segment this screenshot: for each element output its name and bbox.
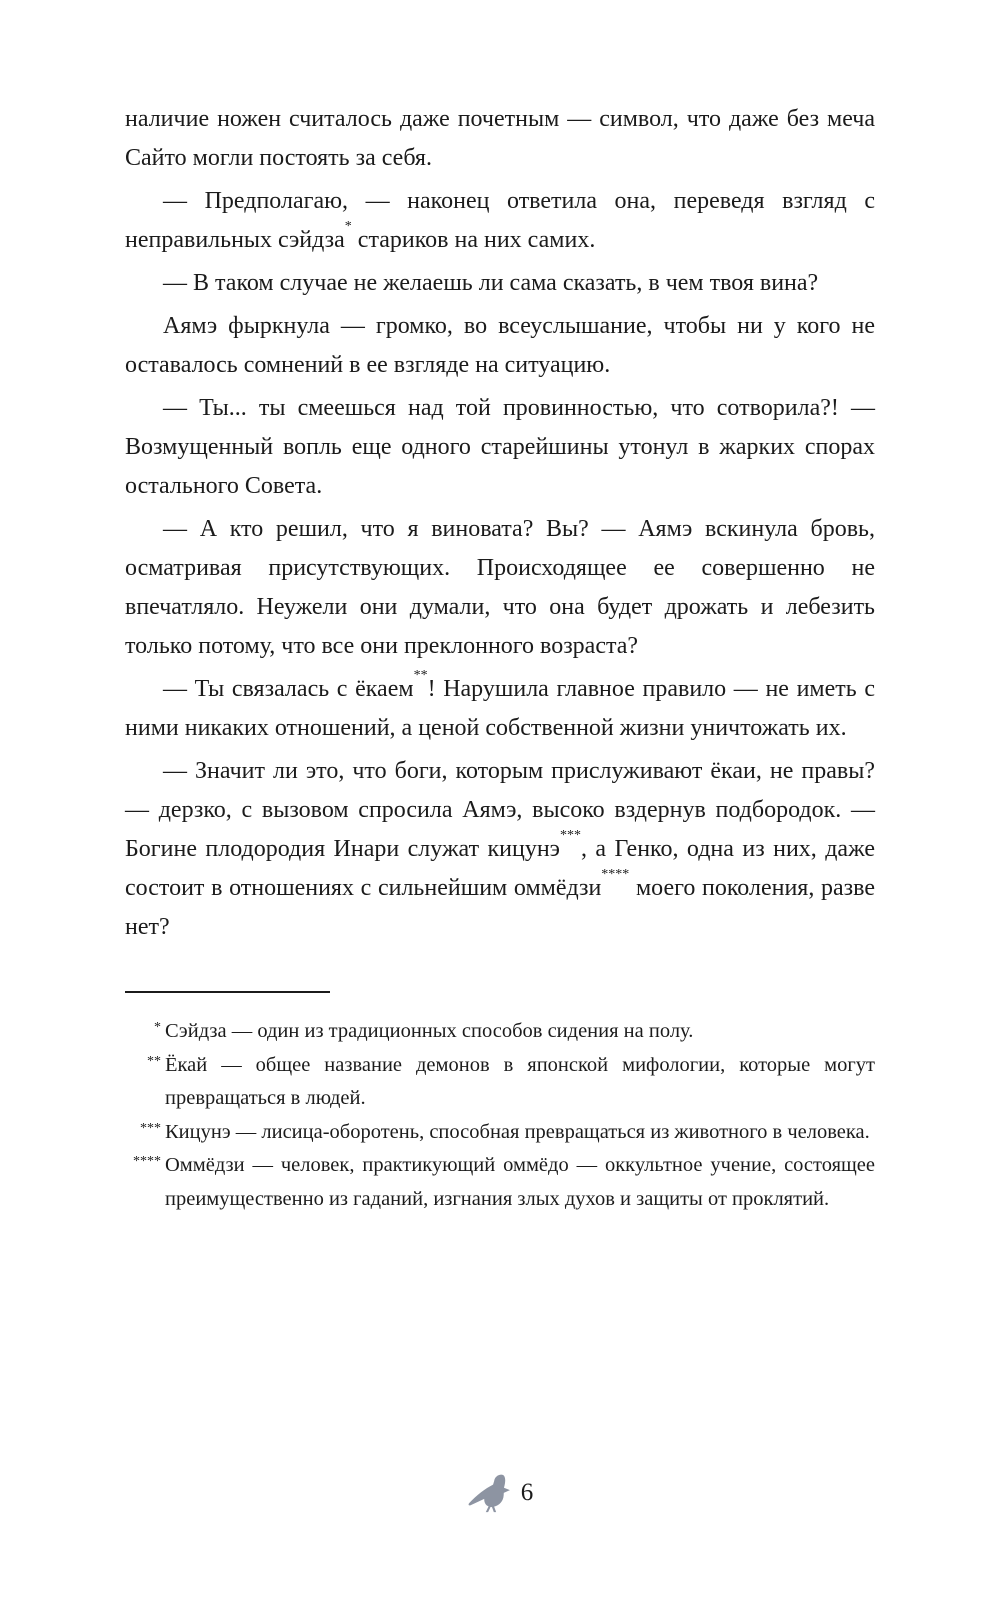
footnotes [125, 1015, 875, 1216]
page-number: 6 [520, 1479, 534, 1506]
footnote-reference: **** [601, 867, 630, 882]
paragraph: Аямэ фыркнула — громко, во всеуслышание, чтобы ни у кого не оставалось сомнений в ее взгляде на ситуацию. [125, 313, 875, 378]
footnote-reference: *** [560, 828, 581, 843]
paragraph: — В таком случае не желаешь ли сама сказать, в чем твоя вина? [163, 270, 819, 296]
page-footer [0, 1472, 1000, 1514]
body-text [125, 100, 875, 947]
bird-icon-path [468, 1475, 509, 1513]
paragraph: — Ты... ты смеешься над той провинностью, что сотворила?! — Возмущенный вопль еще одного старейшины утонул в жарких спорах остального Совета. [125, 395, 875, 499]
footnote: * Сэйдза — один из традиционных способов сидения на полу. [154, 1020, 694, 1042]
footnote: ** Ёкай — общее название демонов в японской мифологии, которые могут превращаться в людей. [147, 1053, 875, 1109]
footnote: **** Оммёдзи — человек, практикующий оммёдо — оккультное учение, состоящее преимущественно из гаданий, изгнания злых духов и защиты от проклятий. [133, 1154, 875, 1210]
paragraph: — Ты связалась с ёкаем**! Нарушила главное правило — не иметь с ними никаких отношений, а ценой собственной жизни уничтожать их. [125, 668, 875, 741]
footnote-divider [125, 991, 330, 993]
bird-icon [467, 1472, 513, 1514]
footnote: *** Кицунэ — лисица-оборотень, способная превращаться из животного в человека. [140, 1120, 870, 1143]
paragraph: — А кто решил, что я виновата? Вы? — Аямэ вскинула бровь, осматривая присутствующих. Происходящее ее совершенно не впечатляло. Неужели они думали, что она будет дрожать и лебезить только потому, что все они преклонного возраста? [125, 516, 875, 659]
paragraph: — Значит ли это, что боги, которым прислуживают ёкаи, не правы? — дерзко, с вызовом спросила Аямэ, высоко вздернув подбородок. — Богине плодородия Инари служат кицунэ***, а Генко, одна из них, даже состоит в отношениях с сильнейшим оммёдзи**** моего поколения, разве нет? [125, 758, 875, 940]
paragraph: — Предполагаю, — наконец ответила она, переведя взгляд с неправильных сэйдза* стариков на них самих. [125, 188, 875, 253]
paragraph: наличие ножен считалось даже почетным — символ, что даже без меча Сайто могли постоять за себя. [125, 106, 875, 171]
footnote-reference: * [344, 219, 352, 234]
footnote-reference: ** [413, 668, 428, 683]
